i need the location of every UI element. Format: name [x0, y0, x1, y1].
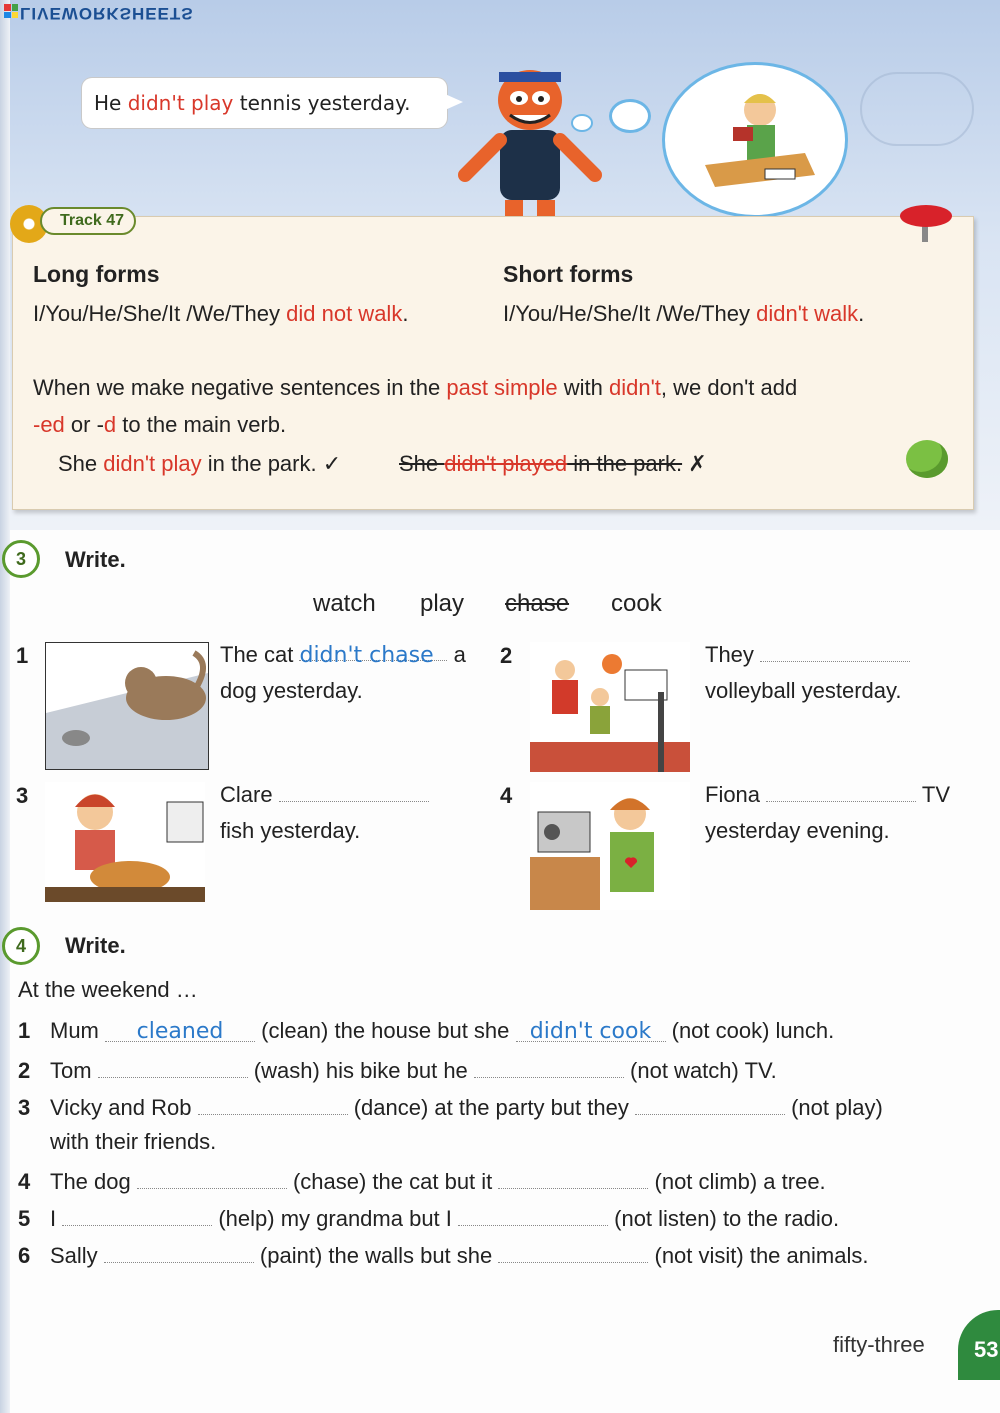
ex4-line-3-answer-2[interactable]	[635, 1092, 785, 1115]
item-3-start: Clare	[220, 782, 273, 807]
ex4-line-2-start: Tom	[50, 1058, 98, 1083]
wrong-highlight: didn't played	[444, 451, 568, 476]
long-forms-subjects: I/You/He/She/It /We/They	[33, 301, 287, 326]
item-4-text	[705, 777, 950, 849]
item-1-mid: a	[447, 642, 466, 667]
rule-line-1	[33, 375, 797, 401]
ex4-line-5-answer-2[interactable]	[458, 1203, 608, 1226]
exercise-4-intro: At the weekend …	[18, 977, 198, 1002]
item-1-text	[220, 637, 466, 709]
ex4-line-2-number: 2	[18, 1058, 31, 1083]
radio-girl-illustration	[530, 782, 690, 910]
ex4-line-4	[18, 1166, 826, 1195]
ex4-line-5-start: I	[50, 1206, 63, 1231]
ex4-line-5-mid: (help) my grandma but I	[212, 1206, 459, 1231]
long-forms-verb: did not walk	[286, 301, 403, 326]
short-forms-line	[503, 301, 864, 327]
cat-illustration	[45, 642, 209, 770]
ex4-line-2	[18, 1055, 777, 1084]
rule-highlight: didn't	[609, 375, 661, 400]
rule-highlight: past simple	[446, 375, 558, 400]
short-forms-heading: Short forms	[503, 261, 634, 287]
ex4-line-1-end: (not cook) lunch.	[665, 1018, 835, 1043]
thought-puff-small	[573, 116, 591, 130]
ex4-line-3-mid: (dance) at the party but they	[347, 1095, 635, 1120]
short-forms-verb: didn't walk	[756, 301, 859, 326]
ex4-line-3	[18, 1092, 883, 1121]
item-3-end: fish yesterday.	[220, 818, 361, 843]
ex4-line-5	[18, 1203, 839, 1232]
rule-highlight: -ed	[33, 412, 65, 437]
item-1-start: The cat	[220, 642, 300, 667]
item-4-end: yesterday evening.	[705, 818, 890, 843]
example-text-end: in the park. ✓	[201, 451, 342, 476]
rule-text: , we don't add	[660, 375, 798, 400]
ex4-line-6	[18, 1240, 868, 1269]
item-2-answer-field[interactable]	[760, 639, 910, 662]
exercise-3-number: 3	[2, 540, 40, 578]
audio-track-button[interactable]: Track 47	[40, 207, 136, 235]
page-binding	[0, 0, 10, 1413]
item-1-end: dog yesterday.	[220, 678, 363, 703]
ex4-line-3-end: (not play)	[784, 1095, 883, 1120]
logo-icon	[4, 4, 18, 18]
site-logo[interactable]: LIVEWORKSHEETS	[20, 4, 194, 23]
ex4-line-4-answer-1[interactable]	[137, 1166, 287, 1189]
exercise-3-title: Write.	[65, 547, 126, 572]
thought-cloud	[665, 65, 845, 215]
exercise-4-number: 4	[2, 927, 40, 965]
wrong-example	[399, 451, 707, 477]
word-bank-chase: chase	[505, 590, 570, 617]
word-bank-watch: watch	[313, 590, 376, 617]
rule-text: to the main verb.	[116, 412, 287, 437]
rule-highlight: d	[103, 412, 117, 437]
wrong-text-end: in the park.	[567, 451, 683, 476]
item-4-answer-field[interactable]	[766, 779, 916, 802]
word-bank-play: play	[420, 590, 465, 617]
speech-highlight: didn't play	[127, 91, 234, 115]
long-forms-heading: Long forms	[33, 261, 160, 287]
ex4-line-2-end: (not watch) TV.	[623, 1058, 777, 1083]
item-1-number: 1	[16, 643, 29, 668]
ex4-line-6-end: (not visit) the animals.	[648, 1243, 869, 1268]
example-highlight: didn't play	[103, 451, 202, 476]
long-forms-line	[33, 301, 408, 327]
ex4-line-4-number: 4	[18, 1169, 31, 1194]
speech-text-end: tennis yesterday.	[233, 91, 411, 115]
item-1-answer-field[interactable]: didn't chase	[299, 638, 447, 661]
ex4-line-1-answer-1[interactable]: cleaned	[105, 1019, 255, 1042]
item-2-start: They	[705, 642, 754, 667]
speech-text: He	[94, 91, 128, 115]
grammar-box	[12, 216, 974, 510]
example-text: She	[58, 451, 104, 476]
rule-text: When we make negative sentences in the	[33, 375, 447, 400]
ex4-line-5-end: (not listen) to the radio.	[608, 1206, 840, 1231]
speech-bubble	[82, 78, 447, 128]
item-4-start: Fiona	[705, 782, 761, 807]
rule-text: with	[557, 375, 609, 400]
correct-example	[58, 451, 341, 477]
cross-mark: ✗	[682, 451, 707, 476]
page-number-badge: 53	[958, 1310, 1000, 1380]
ex4-line-4-mid: (chase) the cat but it	[286, 1169, 499, 1194]
ex4-line-1-mid: (clean) the house but she	[255, 1018, 516, 1043]
ex4-line-3-answer-1[interactable]	[198, 1092, 348, 1115]
ex4-line-3-continued: with their friends.	[50, 1129, 217, 1154]
ex4-line-4-end: (not climb) a tree.	[648, 1169, 826, 1194]
ex4-line-6-number: 6	[18, 1243, 31, 1268]
ex4-line-1-start: Mum	[50, 1018, 105, 1043]
ex4-line-6-mid: (paint) the walls but she	[253, 1243, 499, 1268]
ex4-line-4-start: The dog	[50, 1169, 137, 1194]
ex4-line-2-answer-2[interactable]	[474, 1055, 624, 1078]
unit-number-watermark	[860, 72, 974, 146]
ex4-line-3-number: 3	[18, 1095, 31, 1120]
tiger-character-illustration	[455, 60, 605, 230]
ex4-line-5-number: 5	[18, 1206, 31, 1231]
ex4-line-2-answer-1[interactable]	[98, 1055, 248, 1078]
cooking-illustration	[45, 782, 205, 902]
page-number-words: fifty-three	[833, 1332, 925, 1357]
item-3-number: 3	[16, 783, 29, 808]
ex4-line-4-answer-2[interactable]	[498, 1166, 648, 1189]
item-2-number: 2	[500, 643, 513, 668]
item-3-text	[220, 777, 429, 849]
item-4-mid: TV	[921, 782, 951, 807]
frog-mascot-icon	[906, 440, 948, 478]
ex4-line-6-start: Sally	[50, 1243, 104, 1268]
long-forms-period: .	[402, 301, 409, 326]
ex4-line-6-answer-2[interactable]	[498, 1240, 648, 1263]
ex4-line-1-answer-2[interactable]: didn't cook	[516, 1019, 666, 1042]
short-forms-subjects: I/You/He/She/It /We/They	[503, 301, 757, 326]
pin-icon	[900, 205, 952, 227]
ex4-line-1	[18, 1018, 834, 1044]
ex4-line-6-answer-1[interactable]	[104, 1240, 254, 1263]
ex4-line-2-mid: (wash) his bike but he	[247, 1058, 474, 1083]
item-2-text	[705, 637, 910, 709]
ex4-line-5-answer-1[interactable]	[62, 1203, 212, 1226]
ex4-line-1-number: 1	[18, 1018, 31, 1043]
boy-doing-homework-illustration	[665, 65, 845, 215]
word-bank-cook: cook	[611, 590, 662, 617]
wrong-text: She	[399, 451, 445, 476]
short-forms-period: .	[858, 301, 865, 326]
exercise-4-title: Write.	[65, 933, 126, 958]
rule-line-2	[33, 412, 286, 438]
rule-text: or -	[64, 412, 104, 437]
item-2-end: volleyball yesterday.	[705, 678, 902, 703]
basketball-illustration	[530, 642, 690, 772]
item-3-answer-field[interactable]	[279, 779, 429, 802]
item-4-number: 4	[500, 783, 513, 808]
thought-puff-medium	[612, 102, 648, 130]
ex4-line-3-start: Vicky and Rob	[50, 1095, 198, 1120]
